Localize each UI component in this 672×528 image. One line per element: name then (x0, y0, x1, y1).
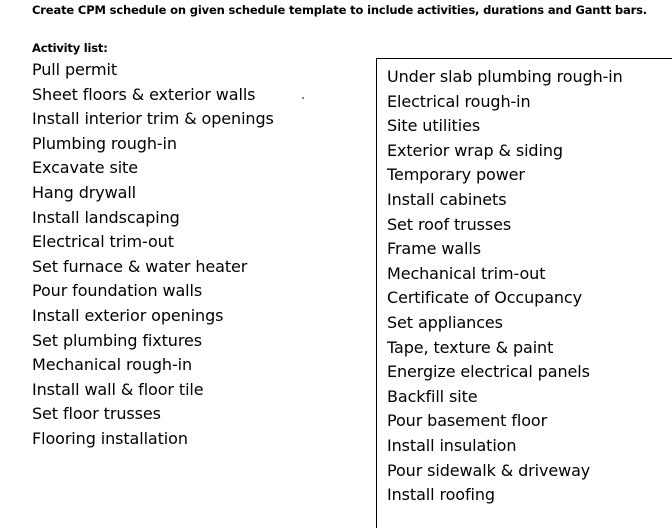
activity-item: Flooring installation (32, 428, 188, 448)
activity-item: Mechanical trim-out (387, 263, 546, 283)
activity-item: Install wall & floor tile (32, 379, 204, 399)
activity-list-heading: Activity list: (32, 41, 108, 55)
activity-item: Install interior trim & openings (32, 109, 274, 129)
activity-item: Electrical rough-in (387, 91, 531, 111)
activity-item: Electrical trim-out (32, 232, 174, 252)
activity-item: Pour sidewalk & driveway (387, 460, 591, 480)
activity-item: Hang drywall (32, 182, 137, 202)
activity-item: Install exterior openings (32, 305, 224, 325)
activity-item: Plumbing rough-in (32, 133, 177, 153)
activity-item: Pull permit (32, 60, 117, 79)
activity-list-right (387, 65, 623, 508)
activity-item: Mechanical rough-in (32, 355, 193, 375)
stray-dot-mark (302, 97, 304, 99)
activity-item: Exterior wrap & siding (387, 140, 563, 160)
activity-item: Set roof trusses (387, 214, 512, 234)
activity-item: Certificate of Occupancy (387, 288, 582, 308)
activity-item: Site utilities (387, 116, 481, 136)
activity-item: Tape, texture & paint (387, 337, 554, 357)
activity-item: Frame walls (387, 239, 481, 259)
activity-item: Temporary power (387, 165, 525, 185)
activity-item: Install cabinets (387, 189, 507, 209)
activity-item: Pour basement floor (387, 411, 548, 431)
activity-list-right-box (376, 58, 672, 528)
activity-item: Set appliances (387, 312, 503, 332)
activity-item: Excavate site (32, 158, 138, 178)
activity-list-left (32, 58, 274, 452)
activity-item: Install roofing (387, 485, 495, 505)
activity-item: Set floor trusses (32, 404, 161, 424)
activity-item: Under slab plumbing rough-in (387, 67, 623, 86)
activity-item: Pour foundation walls (32, 281, 203, 301)
activity-item: Set furnace & water heater (32, 256, 248, 276)
instruction-text: Create CPM schedule on given schedule template to include activities, durations and Gantt bars. (32, 3, 648, 17)
activity-item: Sheet floors & exterior walls (32, 84, 256, 104)
activity-item: Energize electrical panels (387, 362, 590, 382)
activity-item: Install insulation (387, 435, 517, 455)
activity-item: Install landscaping (32, 207, 180, 227)
activity-item: Backfill site (387, 386, 478, 406)
activity-item: Set plumbing fixtures (32, 330, 202, 350)
